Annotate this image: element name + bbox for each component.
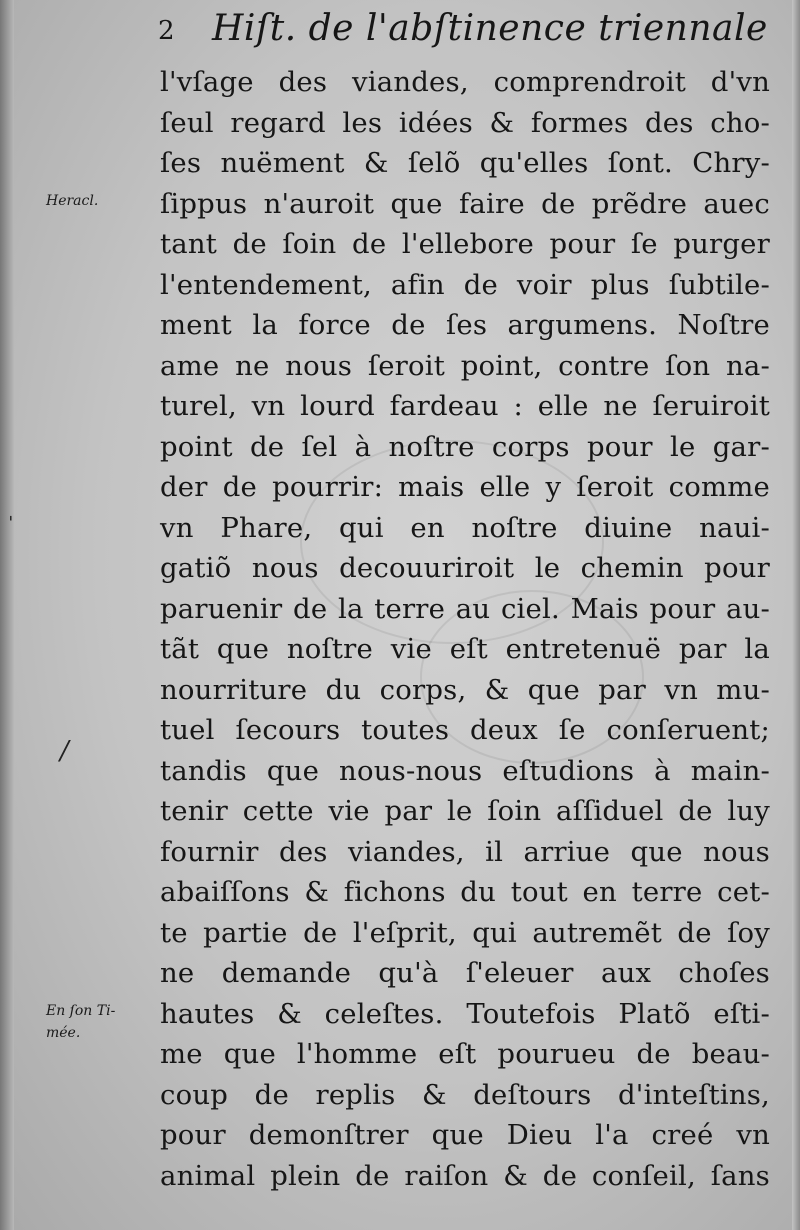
running-title: Hiſt. de l'abſtinence triennale <box>212 8 768 49</box>
text-line: l'vſage des viandes, comprendroit d'vn <box>160 66 770 98</box>
margin-note-line: mée. <box>46 1025 81 1041</box>
text-line: gatiõ nous decouuriroit le chemin pour <box>160 552 770 584</box>
text-line: tenir cette vie par le ſoin aſſiduel de luy <box>160 795 770 827</box>
margin-tick-mark: / <box>60 736 69 766</box>
text-line: animal plein de raiſon & de conſeil, ſans <box>160 1159 770 1192</box>
margin-note-heracl: Heracl. <box>46 193 99 209</box>
text-line: tuel ſecours toutes deux ſe conſeruent; <box>160 714 770 746</box>
page-gutter-shadow <box>0 0 14 1230</box>
running-head <box>158 6 768 64</box>
page-edge-shadow <box>792 0 800 1230</box>
margin-note-line: En ſon Ti- <box>46 1003 116 1019</box>
text-line: ſes nuëment & ſelõ qu'elles ſont. Chry- <box>160 147 770 179</box>
margin-note-timee <box>46 1000 115 1044</box>
text-line: ne demande qu'à ſ'eleuer aux choſes <box>160 957 770 989</box>
margin-tick-mark: ˈ <box>8 512 14 536</box>
text-line: l'entendement, afin de voir plus ſubtile- <box>160 268 770 301</box>
text-line: pour demonſtrer que Dieu l'a creé vn <box>160 1119 770 1151</box>
text-line: tãt que noſtre vie eſt entretenuë par la <box>160 633 770 665</box>
text-line: me que l'homme eſt pourueu de beau- <box>160 1038 770 1070</box>
text-line: tant de ſoin de l'ellebore pour ſe purger <box>160 228 770 260</box>
text-line: ſippus n'auroit que faire de prẽdre auec <box>160 187 770 220</box>
text-line: turel, vn lourd fardeau : elle ne ſeruiroit <box>160 390 770 422</box>
text-line: ment la force de ſes argumens. Noſtre <box>160 309 770 341</box>
text-line: hautes & celeſtes. Toutefois Platõ eſti- <box>160 997 770 1030</box>
body-text <box>160 62 770 1196</box>
text-line: abaiſſons & fichons du tout en terre cet- <box>160 876 770 908</box>
text-line: point de ſel à noſtre corps pour le gar- <box>160 430 770 463</box>
text-line: coup de replis & deſtours d'inteſtins, <box>160 1078 770 1111</box>
text-line: vn Phare, qui en noſtre diuine naui- <box>160 511 770 544</box>
text-line: fournir des viandes, il arriue que nous <box>160 835 770 868</box>
text-line: paruenir de la terre au ciel. Mais pour au- <box>160 592 770 625</box>
text-line: nourriture du corps, & que par vn mu- <box>160 673 770 706</box>
text-line: der de pourrir: mais elle y ſeroit comme <box>160 471 770 503</box>
text-line: ſeul regard les idées & formes des cho- <box>160 106 770 139</box>
text-line: tandis que nous-nous eſtudions à main- <box>160 754 770 787</box>
text-line: ame ne nous ſeroit point, contre ſon na- <box>160 349 770 382</box>
page-number: 2 <box>158 16 175 46</box>
text-line: te partie de l'eſprit, qui autremẽt de ſoy <box>160 916 770 949</box>
